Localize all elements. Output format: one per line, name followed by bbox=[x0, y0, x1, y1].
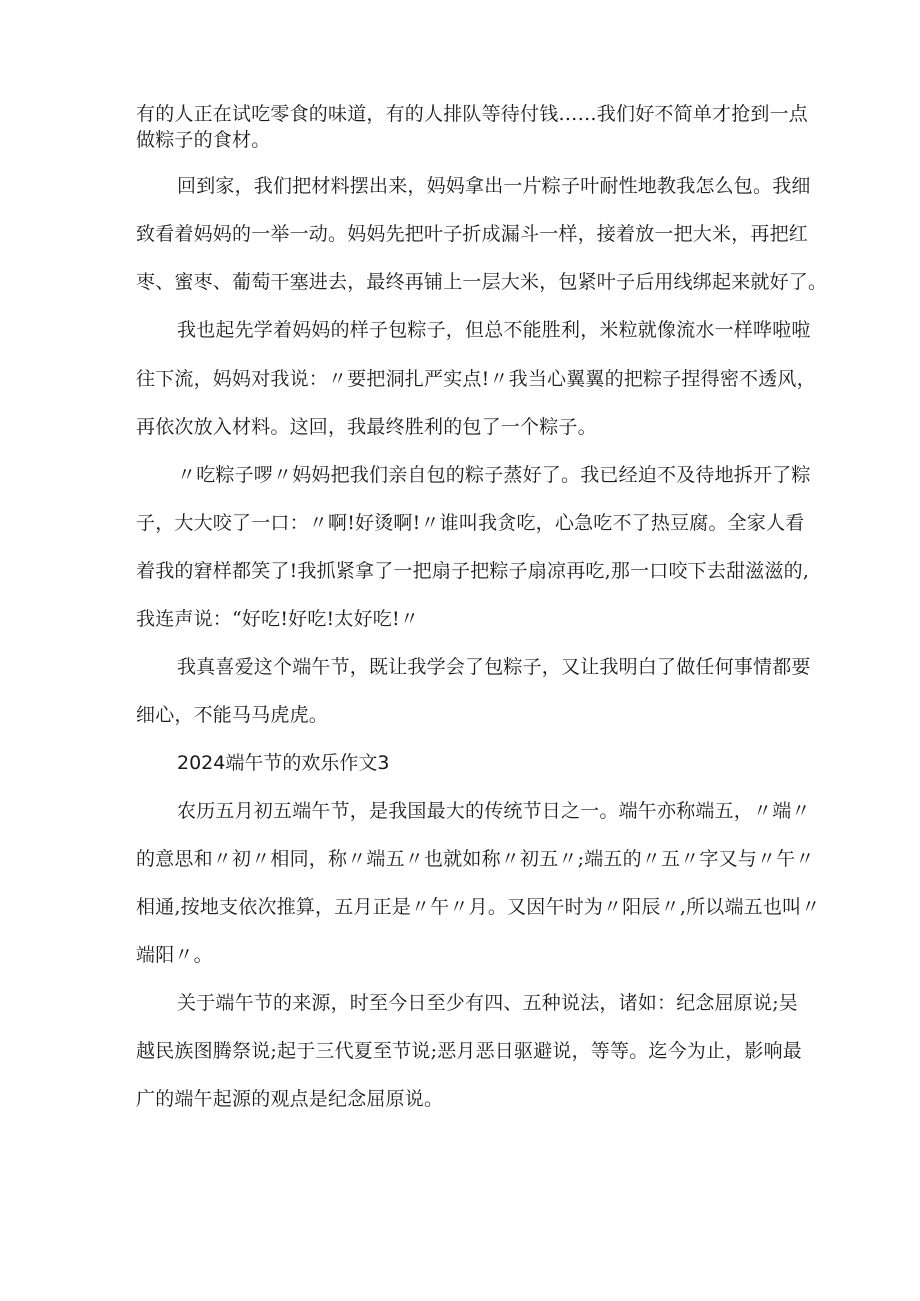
section-heading: 2024端午节的欢乐作文3 bbox=[177, 752, 390, 774]
text-line: 往下流，妈妈对我说：〃要把洞扎严实点!〃我当心翼翼的把粽子捏得密不透风， bbox=[136, 368, 816, 390]
text-line: 子，大大咬了一口：〃啊!好烫啊!〃谁叫我贪吃，心急吃不了热豆腐。全家人看 bbox=[136, 512, 805, 534]
text-line: 端阳〃。 bbox=[136, 944, 213, 966]
text-line: 有的人正在试吃零食的味道，有的人排队等待付钱……我们好不简单才抢到一点 bbox=[136, 103, 809, 125]
text-line: 农历五月初五端午节，是我国最大的传统节日之一。端午亦称端五，〃端〃 bbox=[177, 800, 811, 822]
text-line: 致看着妈妈的一举一动。妈妈先把叶子折成漏斗一样，接着放一把大米，再把红 bbox=[136, 223, 809, 245]
text-line: 枣、蜜枣、葡萄干塞进去，最终再铺上一层大米，包紧叶子后用线绑起来就好了。 bbox=[136, 271, 828, 293]
text-line: 关于端午节的来源，时至今日至少有四、五种说法，诸如：纪念屈原说;吴 bbox=[177, 992, 799, 1014]
text-line: 我真喜爱这个端午节，既让我学会了包粽子，又让我明白了做任何事情都要 bbox=[177, 656, 811, 678]
text-line: 做粽子的食材。 bbox=[136, 129, 271, 151]
text-line: 细心，不能马马虎虎。 bbox=[136, 704, 329, 726]
text-line: 着我的窘样都笑了!我抓紧拿了一把扇子把粽子扇凉再吃,那一口咬下去甜滋滋的, bbox=[136, 560, 810, 582]
text-line: 的意思和〃初〃相同，称〃端五〃也就如称〃初五〃;端五的〃五〃字又与〃午〃 bbox=[136, 848, 815, 870]
text-line: 广的端午起源的观点是纪念屈原说。 bbox=[136, 1088, 444, 1110]
text-line: 我也起先学着妈妈的样子包粽子，但总不能胜利，米粒就像流水一样哗啦啦 bbox=[177, 319, 811, 341]
text-line: 〃吃粽子啰〃妈妈把我们亲自包的粽子蒸好了。我已经迫不及待地拆开了粽 bbox=[177, 464, 811, 486]
text-line: 相通,按地支依次推算，五月正是〃午〃月。又因午时为〃阳辰〃,所以端五也叫〃 bbox=[136, 896, 821, 918]
text-line: 我连声说：“好吃!好吃!太好吃!〃 bbox=[136, 608, 420, 630]
text-line: 回到家，我们把材料摆出来，妈妈拿出一片粽子叶耐性地教我怎么包。我细 bbox=[177, 175, 811, 197]
text-line: 越民族图腾祭说;起于三代夏至节说;恶月恶日驱避说，等等。迄今为止，影响最 bbox=[136, 1040, 803, 1062]
text-line: 再依次放入材料。这回，我最终胜利的包了一个粽子。 bbox=[136, 416, 597, 438]
